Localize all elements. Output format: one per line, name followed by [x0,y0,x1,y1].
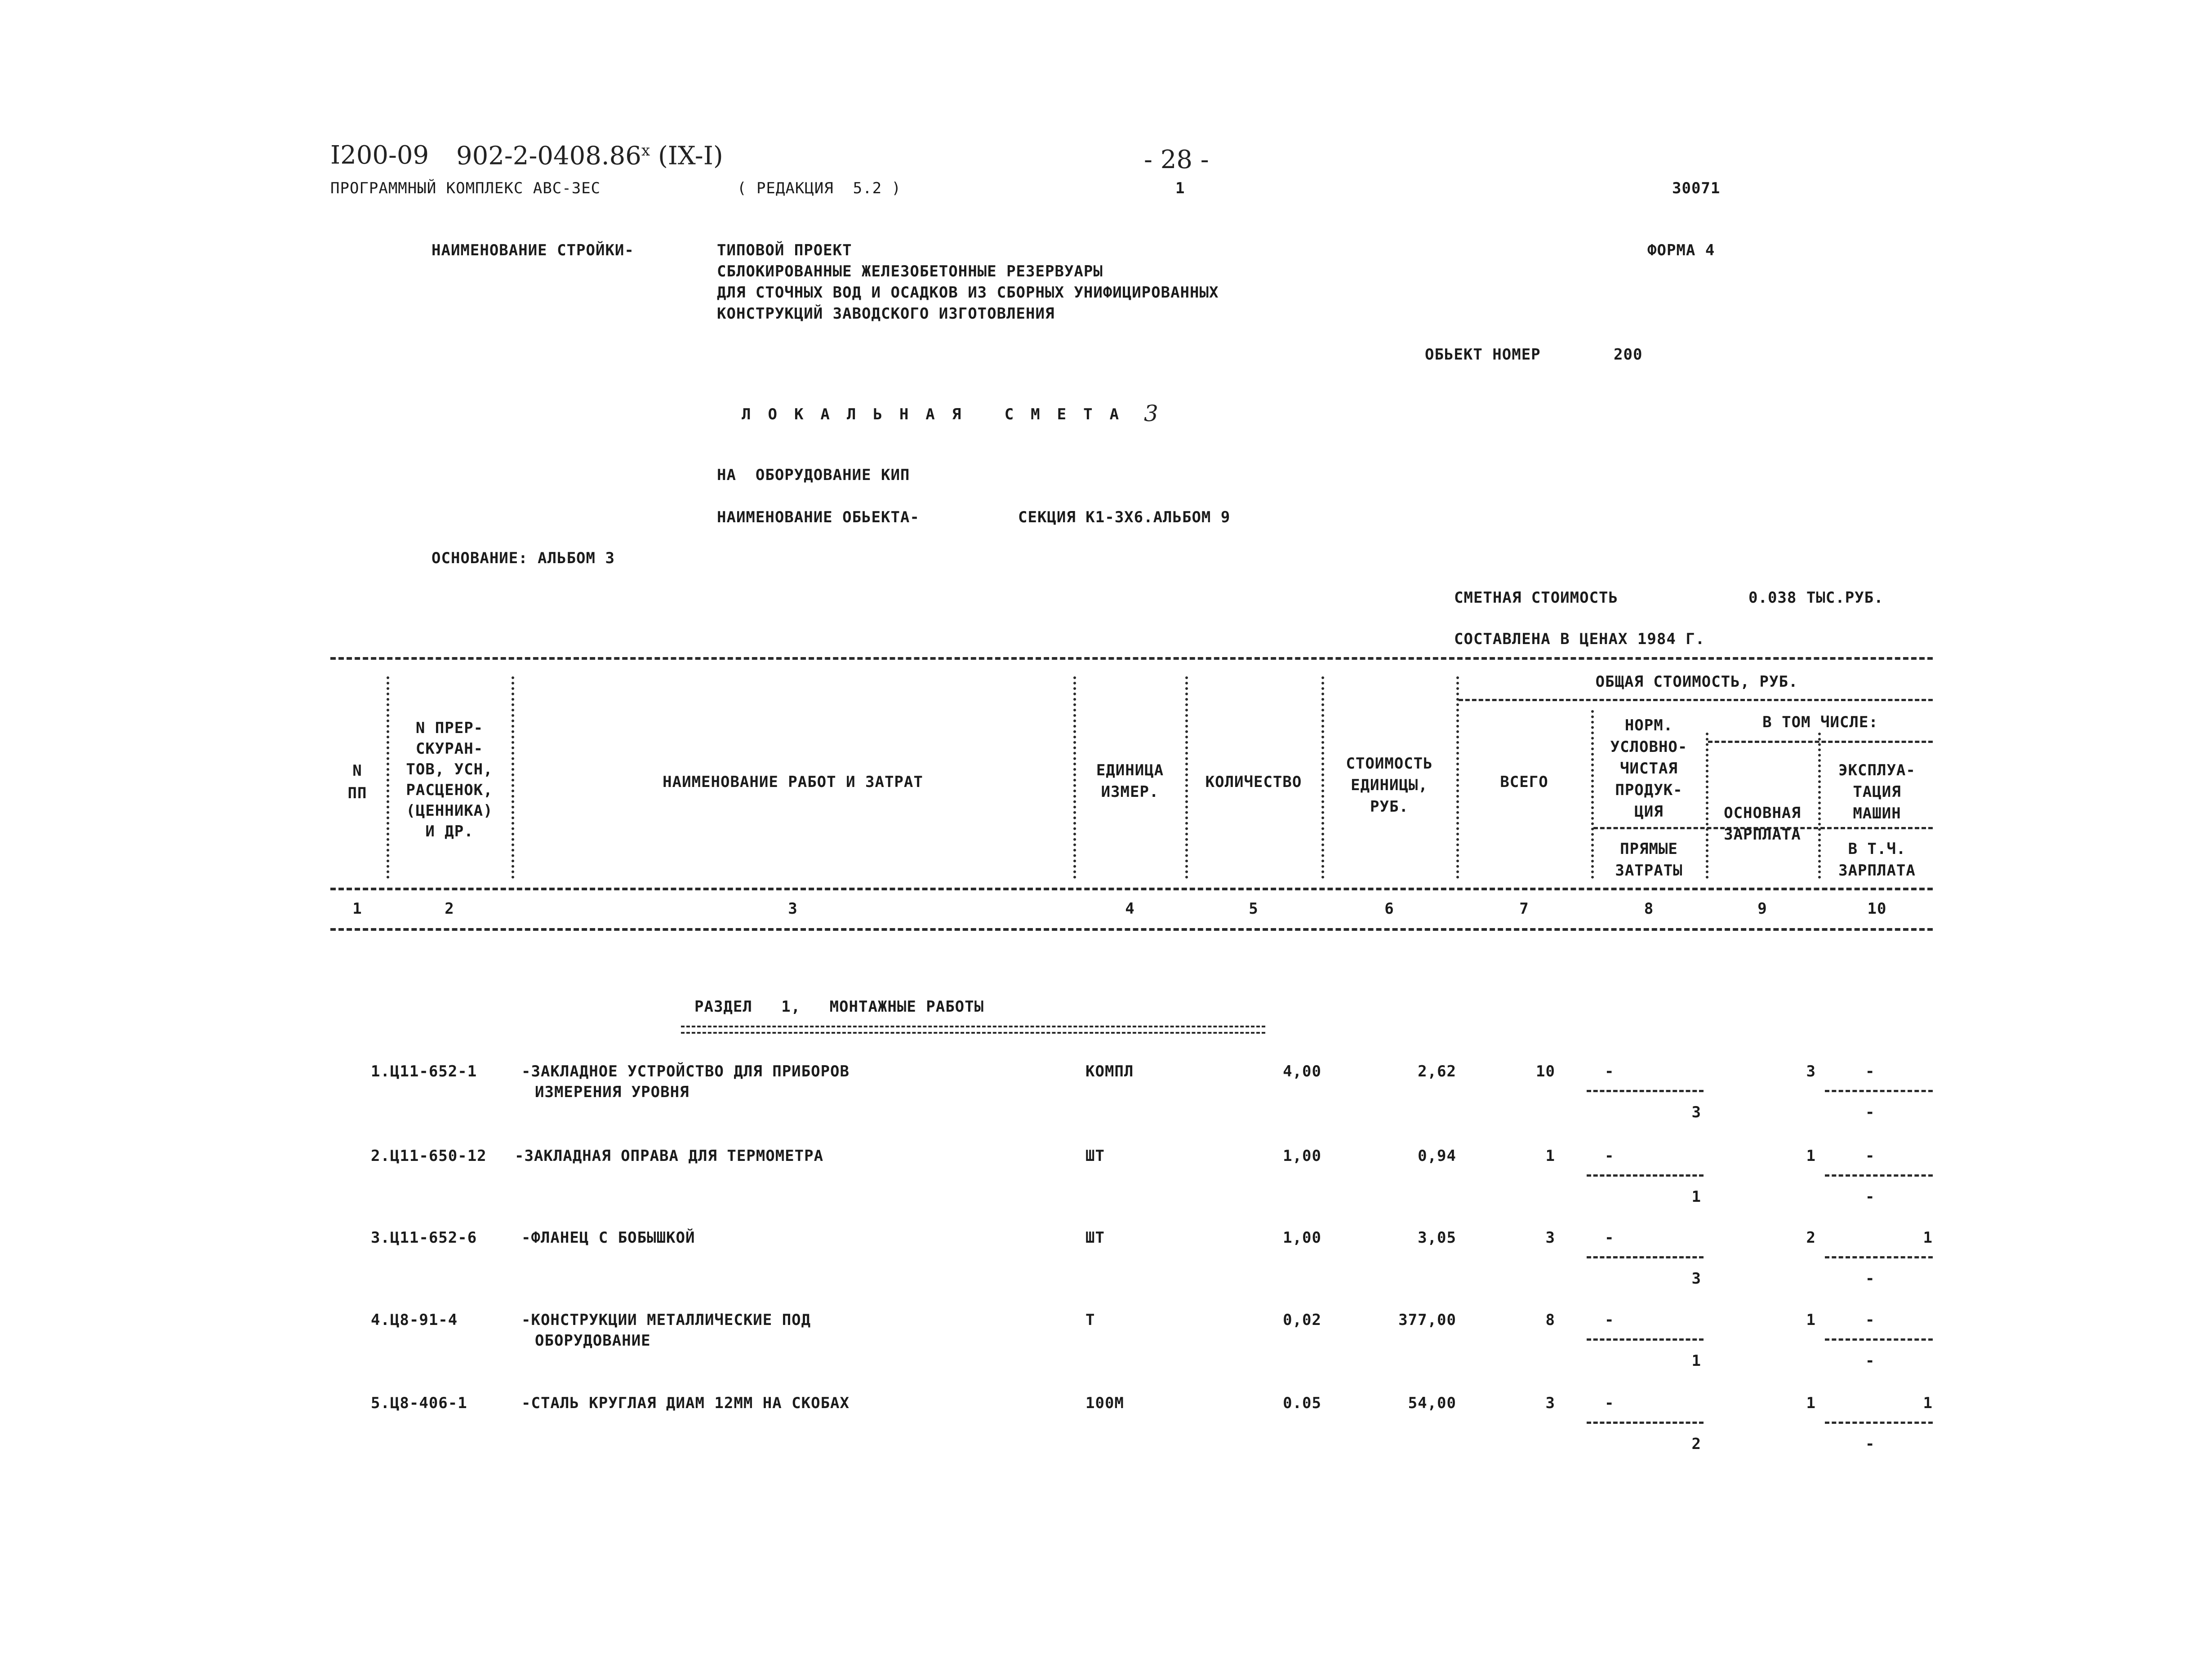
row-5-total: 3 [1545,1394,1555,1412]
row-5-c8-top: - [1605,1394,1615,1412]
row-1-code: 1.Ц11-652-1 [371,1062,477,1080]
construction-name-label: НАИМЕНОВАНИЕ СТРОЙКИ- [431,241,634,259]
row-1-name-cont: ИЗМЕРЕНИЯ УРОВНЯ [535,1083,689,1101]
header-col-7: ВСЕГО [1500,773,1548,791]
header-total-cost: ОБЩАЯ СТОИМОСТЬ, РУБ. [1595,673,1798,691]
col-number-4: 4 [1125,900,1135,918]
header-col-8-top: НОРМ. УСЛОВНО- ЧИСТАЯ ПРОДУК- ЦИЯ [1610,716,1688,821]
row-4-c10-top: - [1865,1311,1875,1329]
header-col-5: КОЛИЧЕСТВО [1205,773,1302,791]
program-label: ПРОГРАММНЫЙ КОМПЛЕКС АВС-ЗЕС [330,179,601,197]
header-col-10-bottom: В Т.Ч. ЗАРПЛАТА [1838,840,1916,880]
row-4-unit: Т [1085,1311,1095,1329]
row-3-unit: ШТ [1085,1229,1105,1247]
row-3-code: 3.Ц11-652-6 [371,1229,477,1247]
total-cost-subrule [1459,699,1933,701]
row-3-c9: 2 [1806,1229,1816,1247]
estimate-title: ЛОКАЛЬНАЯ СМЕТА [742,405,1136,423]
construction-name-line-1: ТИПОВОЙ ПРОЕКТ [717,241,852,259]
col-number-3: 3 [788,900,798,918]
header-col-1: N ПП [347,762,367,802]
col-number-8: 8 [1644,900,1654,918]
edition-label: ( РЕДАКЦИЯ 5.2 ) [737,179,901,197]
colsep-2 [512,676,514,879]
row-2-c8-bottom: 1 [1691,1188,1701,1206]
row-1-c10-divider [1825,1090,1933,1092]
row-4-c8-top: - [1605,1311,1615,1329]
row-5-qty: 0.05 [1283,1394,1321,1412]
row-2-price: 0,94 [1418,1147,1456,1165]
row-3-c10-divider [1825,1256,1933,1258]
header-col-4: ЕДИНИЦА ИЗМЕР. [1096,761,1164,801]
row-4-name-cont: ОБОРУДОВАНИЕ [535,1332,651,1350]
page-number: - 28 - [1144,145,1209,174]
row-3-c8-divider [1587,1256,1704,1258]
object-number: 200 [1614,346,1643,364]
row-1-c10-bottom: - [1865,1103,1875,1121]
estimated-cost-label: СМЕТНАЯ СТОИМОСТЬ [1454,589,1618,607]
row-4-qty: 0,02 [1283,1311,1321,1329]
row-1-c8-top: - [1605,1062,1615,1080]
row-5-price: 54,00 [1408,1394,1456,1412]
row-5-code: 5.Ц8-406-1 [371,1394,467,1412]
row-4-c8-bottom: 1 [1691,1352,1701,1370]
col-number-9: 9 [1757,900,1767,918]
row-4-c8-divider [1587,1338,1704,1341]
header-in-that: В ТОМ ЧИСЛЕ: [1762,713,1878,731]
header-col-10-top: ЭКСПЛУА- ТАЦИЯ МАШИН [1838,761,1916,822]
row-2-total: 1 [1545,1147,1555,1165]
table-number-rule [330,928,1933,931]
col-number-10: 10 [1867,900,1887,918]
row-5-name: -СТАЛЬ КРУГЛАЯ ДИАМ 12ММ НА СКОБАХ [521,1394,850,1412]
construction-name-line-3: ДЛЯ СТОЧНЫХ ВОД И ОСАДКОВ ИЗ СБОРНЫХ УНИФИЦИРОВАННЫХ [717,284,1219,302]
estimate-number: 3 [1144,400,1158,427]
row-5-c10-divider [1825,1422,1933,1424]
project-code: 902-2-0408.86$^x$ (IX-I) [456,141,723,171]
header-col-2: N ПРЕР- СКУРАН- ТОВ, УСН, РАСЦЕНОК, (ЦЕННИКА) И ДР. [406,719,493,840]
col-number-5: 5 [1249,900,1259,918]
row-1-price: 2,62 [1418,1062,1456,1080]
row-1-qty: 4,00 [1283,1062,1321,1080]
row-1-unit: КОМПЛ [1085,1062,1134,1080]
row-5-c10-bottom: - [1865,1435,1875,1453]
row-1-total: 10 [1536,1062,1555,1080]
section-underline [681,1026,1265,1034]
row-2-name: -ЗАКЛАДНАЯ ОПРАВА ДЛЯ ТЕРМОМЕТРА [515,1147,824,1165]
row-5-c10-top: 1 [1923,1394,1933,1412]
row-3-c8-bottom: 3 [1691,1270,1701,1288]
row-3-c8-top: - [1605,1229,1615,1247]
row-2-c10-top: - [1865,1147,1875,1165]
header-col-9: ОСНОВНАЯ ЗАРПЛАТА [1724,804,1801,844]
doc-number: 30071 [1672,179,1721,197]
table-header-rule [330,888,1933,890]
row-3-name: -ФЛАНЕЦ С БОБЫШКОЙ [521,1229,695,1247]
row-3-c10-bottom: - [1865,1270,1875,1288]
row-5-c9: 1 [1806,1394,1816,1412]
col-number-1: 1 [352,900,362,918]
construction-name-line-2: СБЛОКИРОВАННЫЕ ЖЕЛЕЗОБЕТОННЫЕ РЕЗЕРВУАРЫ [717,262,1103,280]
row-1-c8-bottom: 3 [1691,1103,1701,1121]
basis-label: ОСНОВАНИЕ: АЛЬБОМ 3 [431,549,615,567]
row-2-c9: 1 [1806,1147,1816,1165]
construction-name-line-4: КОНСТРУКЦИЙ ЗАВОДСКОГО ИЗГОТОВЛЕНИЯ [717,305,1055,323]
sheet-number: 1 [1175,179,1185,197]
col-number-6: 6 [1384,900,1394,918]
header-col-8-bottom: ПРЯМЫЕ ЗАТРАТЫ [1615,840,1683,880]
row-2-c8-divider [1587,1174,1704,1177]
row-2-unit: ШТ [1085,1147,1105,1165]
row-4-code: 4.Ц8-91-4 [371,1311,458,1329]
row-2-c10-bottom: - [1865,1188,1875,1206]
price-basis-label: СОСТАВЛЕНА В ЦЕНАХ 1984 Г. [1454,630,1705,648]
row-2-qty: 1,00 [1283,1147,1321,1165]
row-4-price: 377,00 [1398,1311,1456,1329]
row-2-c10-divider [1825,1174,1933,1177]
row-4-c10-divider [1825,1338,1933,1341]
doc-code: I200-09 [330,141,429,170]
col-number-2: 2 [445,900,454,918]
row-4-total: 8 [1545,1311,1555,1329]
row-3-qty: 1,00 [1283,1229,1321,1247]
row-1-c9: 3 [1806,1062,1816,1080]
header-col-6: СТОИМОСТЬ ЕДИНИЦЫ, РУБ. [1346,755,1433,816]
form-label: ФОРМА 4 [1647,241,1715,259]
row-1-c8-divider [1587,1090,1704,1092]
object-name: СЕКЦИЯ К1-3Х6.АЛЬБОМ 9 [1018,508,1231,526]
row-3-c10-top: 1 [1923,1229,1933,1247]
row-3-price: 3,05 [1418,1229,1456,1247]
row-4-name: -КОНСТРУКЦИИ МЕТАЛЛИЧЕСКИЕ ПОД [521,1311,811,1329]
estimated-cost-value: 0.038 ТЫС.РУБ. [1748,589,1884,607]
row-3-total: 3 [1545,1229,1555,1247]
in-that-subrule [1708,741,1933,743]
section-title: РАЗДЕЛ 1, МОНТАЖНЫЕ РАБОТЫ [694,998,984,1016]
row-4-c9: 1 [1806,1311,1816,1329]
header-col-3: НАИМЕНОВАНИЕ РАБОТ И ЗАТРАТ [663,773,923,791]
row-2-code: 2.Ц11-650-12 [371,1147,487,1165]
object-number-label: ОБЬЕКТ НОМЕР [1425,346,1541,364]
row-5-c8-bottom: 2 [1691,1435,1701,1453]
object-name-label: НАИМЕНОВАНИЕ ОБЬЕКТА- [717,508,920,526]
table-top-rule [330,657,1933,660]
row-5-unit: 100М [1085,1394,1124,1412]
row-2-c8-top: - [1605,1147,1615,1165]
estimate-subject: НА ОБОРУДОВАНИЕ КИП [717,466,910,484]
row-1-name: -ЗАКЛАДНОЕ УСТРОЙСТВО ДЛЯ ПРИБОРОВ [521,1062,850,1080]
row-5-c8-divider [1587,1422,1704,1424]
machines-subrule [1820,827,1933,829]
row-4-c10-bottom: - [1865,1352,1875,1370]
col-number-7: 7 [1519,900,1529,918]
row-1-c10-top: - [1865,1062,1875,1080]
